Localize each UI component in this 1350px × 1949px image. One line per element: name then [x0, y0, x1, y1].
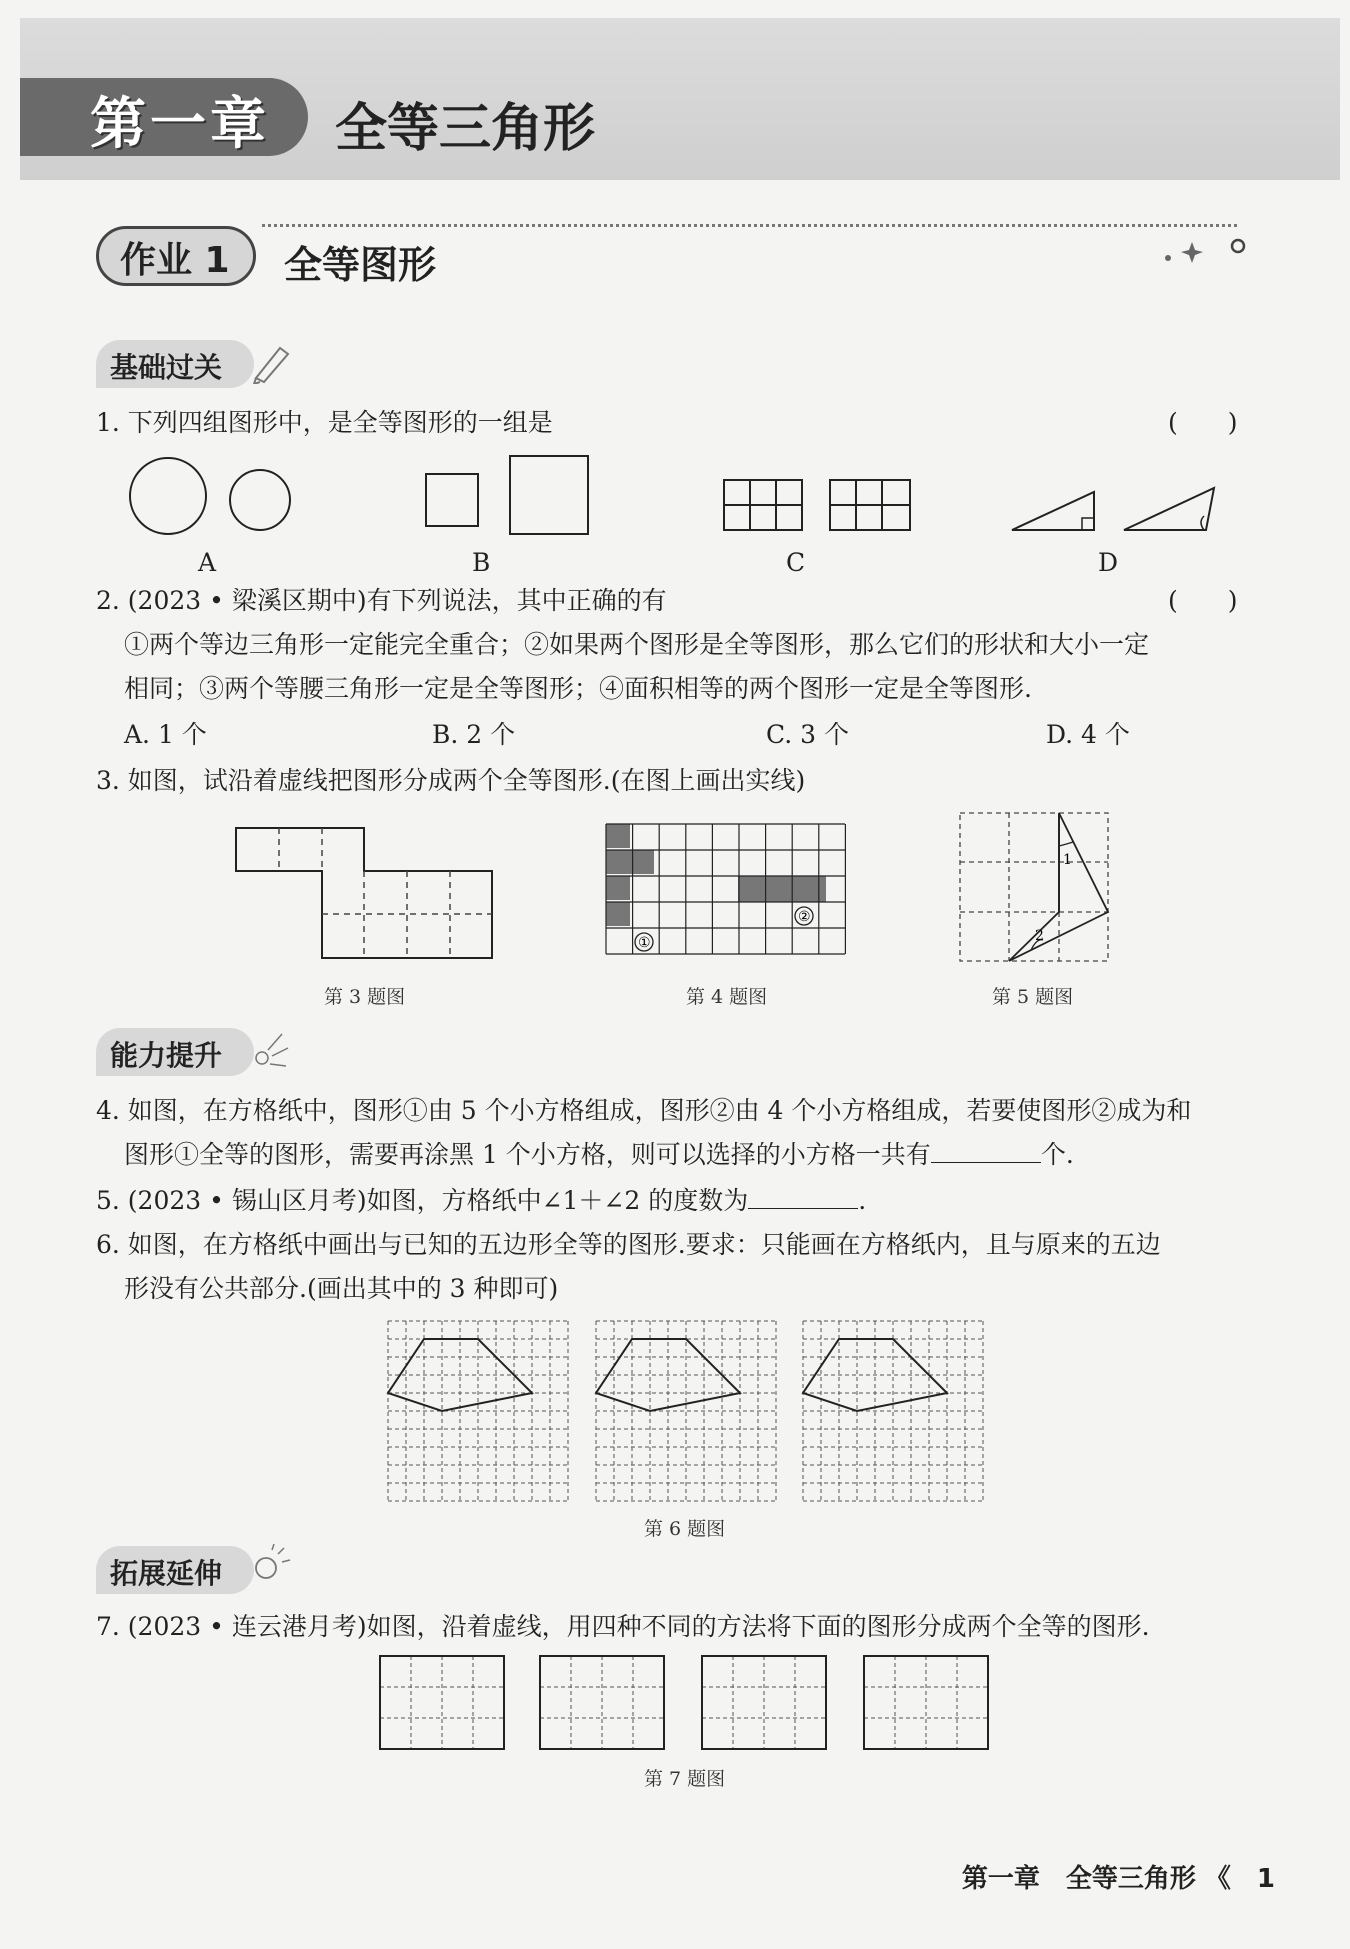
q1-option-c: C [786, 548, 806, 577]
section-ability: 能力提升 [96, 1028, 254, 1076]
homework-label: 作业 1 [120, 240, 230, 281]
section-basic: 基础过关 [96, 340, 254, 388]
q2-choice-c: C. 3 个 [766, 720, 849, 749]
section-extension: 拓展延伸 [96, 1546, 254, 1594]
figure-7-grid-2 [538, 1654, 668, 1754]
option-b-square-small [426, 474, 478, 526]
figure-6-grid-3 [800, 1318, 986, 1504]
q4-line2 [124, 1138, 1074, 1172]
q1-answer-paren: ( ) [1168, 408, 1238, 437]
figure-4-mark-1: ① [638, 935, 651, 951]
q4-line1: 4. 如图，在方格纸中，图形①由 5 个小方格组成，图形②由 4 个小方格组成，若要使图形②成为和 [96, 1096, 1192, 1125]
q2-answer-paren: ( ) [1168, 586, 1238, 615]
sparkle-icon [1150, 228, 1250, 268]
figure-4-caption: 第 4 题图 [686, 986, 768, 1008]
q5-text: 5. (2023 • 锡山区月考)如图，方格纸中∠1＋∠2 的度数为 [96, 1186, 749, 1215]
figure-7-grid-1 [378, 1654, 508, 1754]
figure-7-grid-4 [862, 1654, 992, 1754]
q3-text: 3. 如图，试沿着虚线把图形分成两个全等图形.(在图上画出实线) [96, 766, 806, 795]
chapter-label: 第一章 [90, 92, 270, 157]
option-c-grid-right [830, 480, 910, 530]
option-c-grid-left [724, 480, 802, 530]
q5-end: . [858, 1186, 867, 1215]
figure-3-shape [230, 820, 500, 970]
figure-4-mark-2: ② [798, 909, 811, 925]
figure-6-grid-1 [385, 1318, 571, 1504]
q2-line2: ①两个等边三角形一定能完全重合；②如果两个图形是全等图形，那么它们的形状和大小一定 [124, 630, 1150, 659]
q2-choice-a: A. 1 个 [124, 720, 207, 749]
q6-line2: 形没有公共部分.(画出其中的 3 种即可) [124, 1274, 559, 1303]
q2-line3: 相同；③两个等腰三角形一定是全等图形；④面积相等的两个图形一定是全等图形. [124, 674, 1032, 703]
homework-title: 全等图形 [284, 243, 437, 287]
q5-answer-blank[interactable] [748, 1188, 858, 1209]
q5-line [96, 1184, 866, 1218]
q1-option-a: A [198, 548, 217, 577]
figure-7-grid-3 [700, 1654, 830, 1754]
figure-6-grid-2 [593, 1318, 779, 1504]
q1-text: 1. 下列四组图形中，是全等图形的一组是 [96, 408, 553, 437]
chapter-title: 全等三角形 [335, 99, 596, 159]
option-a-circle-small [230, 470, 290, 530]
figure-4-grid [604, 822, 850, 960]
option-a-circle-large [130, 458, 206, 534]
q1-option-b: B [472, 548, 491, 577]
q1-option-d: D [1098, 548, 1119, 577]
q1-figures [110, 450, 1260, 580]
figure-3-caption: 第 3 题图 [324, 986, 406, 1008]
figure-5-angle-1: 1 [1063, 852, 1072, 868]
q7-text: 7. (2023 • 连云港月考)如图，沿着虚线，用四种不同的方法将下面的图形分成两个全等的图形. [96, 1612, 1150, 1641]
q6-line1: 6. 如图，在方格纸中画出与已知的五边形全等的图形.要求：只能画在方格纸内，且与原来的五边 [96, 1230, 1161, 1259]
q4-answer-blank[interactable] [931, 1142, 1041, 1163]
pencil-icon [250, 340, 294, 384]
figure-5-caption: 第 5 题图 [992, 986, 1074, 1008]
figure-6-caption: 第 6 题图 [644, 1518, 726, 1540]
q2-choice-d: D. 4 个 [1046, 720, 1130, 749]
option-b-square-large [510, 456, 588, 534]
q2-choice-b: B. 2 个 [432, 720, 516, 749]
page-footer: 第一章 全等三角形 《 1 [961, 1864, 1275, 1894]
sparkle-burst-icon [248, 1028, 292, 1072]
q4-line2-end: 个. [1040, 1140, 1074, 1169]
q4-line2-text: 图形①全等的图形，需要再涂黑 1 个小方格，则可以选择的小方格一共有 [124, 1140, 931, 1169]
figure-7-caption: 第 7 题图 [644, 1768, 726, 1790]
q2-text: 2. (2023 • 梁溪区期中)有下列说法，其中正确的有 [96, 586, 667, 615]
figure-5-grid [955, 808, 1115, 968]
figure-5-angle-2: 2 [1035, 928, 1044, 944]
lightbulb-icon [248, 1544, 292, 1588]
